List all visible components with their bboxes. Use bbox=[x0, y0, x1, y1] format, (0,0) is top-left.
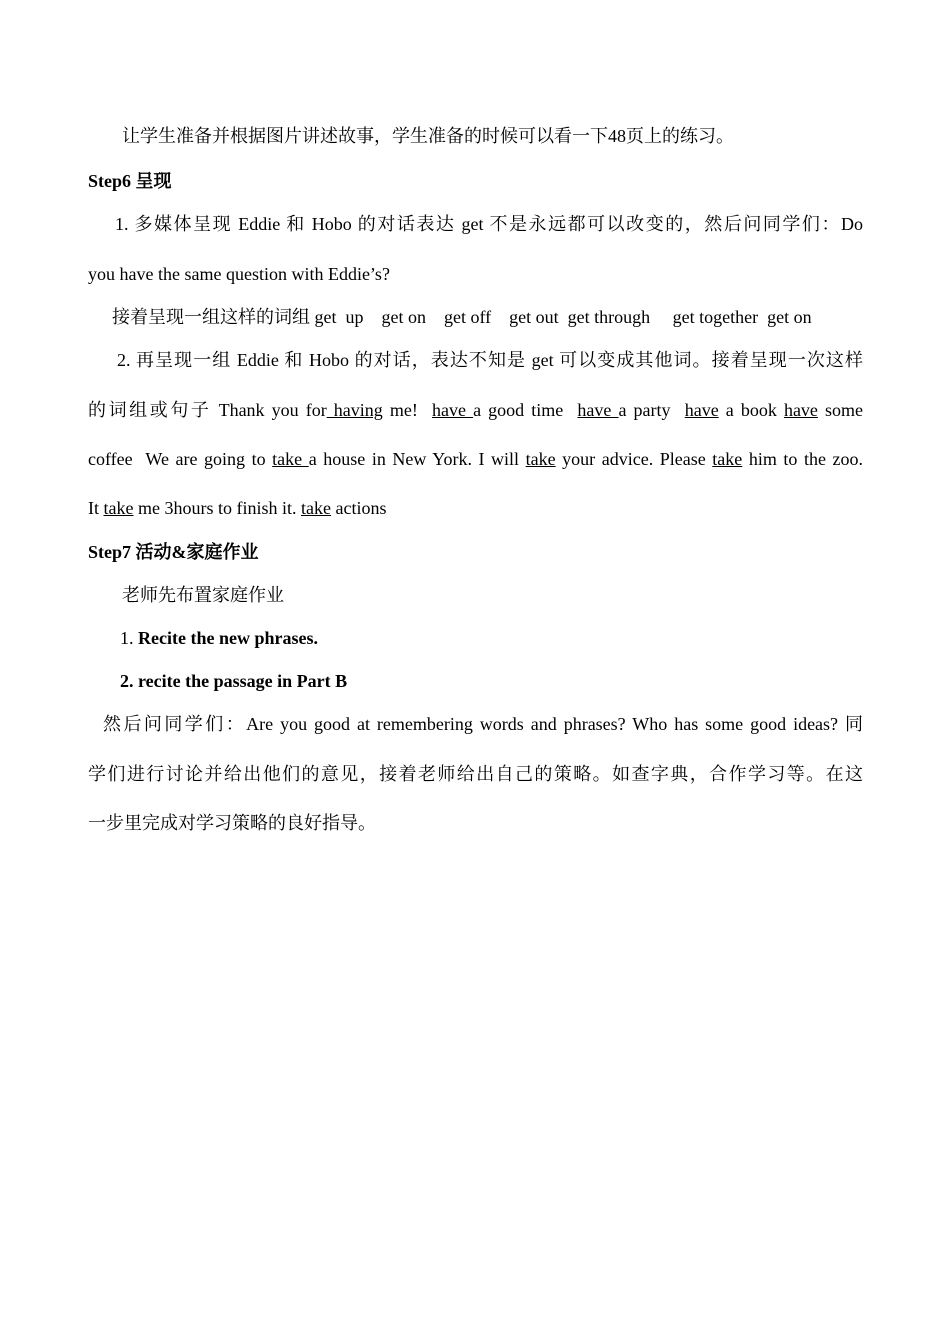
step6-p2-line4 bbox=[88, 496, 386, 520]
step6-p2-line3 bbox=[88, 447, 863, 471]
step6-heading: Step6 呈现 bbox=[88, 171, 172, 191]
text-run: actions bbox=[330, 498, 387, 518]
text-run: a party bbox=[618, 400, 685, 420]
underlined-word: take bbox=[272, 449, 309, 469]
underlined-word: take bbox=[103, 498, 134, 518]
step6-phrase-list: 接着呈现一组这样的词组 get up get on get off get out get through get together get on bbox=[112, 307, 812, 327]
step7-p-line1: 然后问同学们：Are you good at remembering words and phrases? Who has some good ideas? 同 bbox=[103, 714, 863, 734]
underlined-word: take bbox=[712, 449, 743, 469]
step6-p2-line2 bbox=[88, 398, 863, 422]
step7-heading: Step7 活动&家庭作业 bbox=[88, 542, 259, 562]
text-run: him to the zoo. bbox=[742, 449, 863, 469]
text-run: your advice. Please bbox=[555, 449, 713, 469]
homework-number: 1. bbox=[120, 628, 138, 648]
underlined-word: have bbox=[577, 400, 619, 420]
homework-item-2: 2. recite the passage in Part B bbox=[120, 671, 348, 691]
homework-item-1 bbox=[120, 626, 318, 650]
text-run: me 3hours to finish it. bbox=[133, 498, 301, 518]
underlined-word: have bbox=[684, 400, 719, 420]
step7-teacher-line: 老师先布置家庭作业 bbox=[122, 585, 284, 605]
text-run: a house in New York. I will bbox=[308, 449, 526, 469]
text-run: 的词组或句子 Thank you for bbox=[88, 400, 327, 420]
underlined-word: having bbox=[326, 400, 383, 420]
text-run: coffee We are going to bbox=[88, 449, 273, 469]
homework-text: Recite the new phrases. bbox=[138, 628, 318, 648]
step7-p-line2: 学们进行讨论并给出他们的意见，接着老师给出自己的策略。如查字典，合作学习等。在这 bbox=[88, 764, 863, 784]
step7-p-line3: 一步里完成对学习策略的良好指导。 bbox=[88, 813, 376, 833]
text-run: some bbox=[817, 400, 863, 420]
underlined-word: have bbox=[783, 400, 818, 420]
text-run: It bbox=[88, 498, 104, 518]
text-run: me! bbox=[382, 400, 433, 420]
underlined-word: have bbox=[432, 400, 474, 420]
intro-paragraph: 让学生准备并根据图片讲述故事，学生准备的时候可以看一下48页上的练习。 bbox=[122, 126, 734, 146]
underlined-word: take bbox=[525, 449, 556, 469]
underlined-word: take bbox=[300, 498, 331, 518]
step6-p2-line1: 2. 再呈现一组 Eddie 和 Hobo 的对话，表达不知是 get 可以变成其他词。接着呈现一次这样 bbox=[117, 350, 863, 370]
text-run: a book bbox=[718, 400, 784, 420]
step6-p1-line1: 1. 多媒体呈现 Eddie 和 Hobo 的对话表达 get 不是永远都可以改变的，然后问同学们：Do bbox=[115, 214, 863, 234]
text-run: a good time bbox=[473, 400, 578, 420]
step6-p1-line2: you have the same question with Eddie’s? bbox=[88, 264, 390, 284]
